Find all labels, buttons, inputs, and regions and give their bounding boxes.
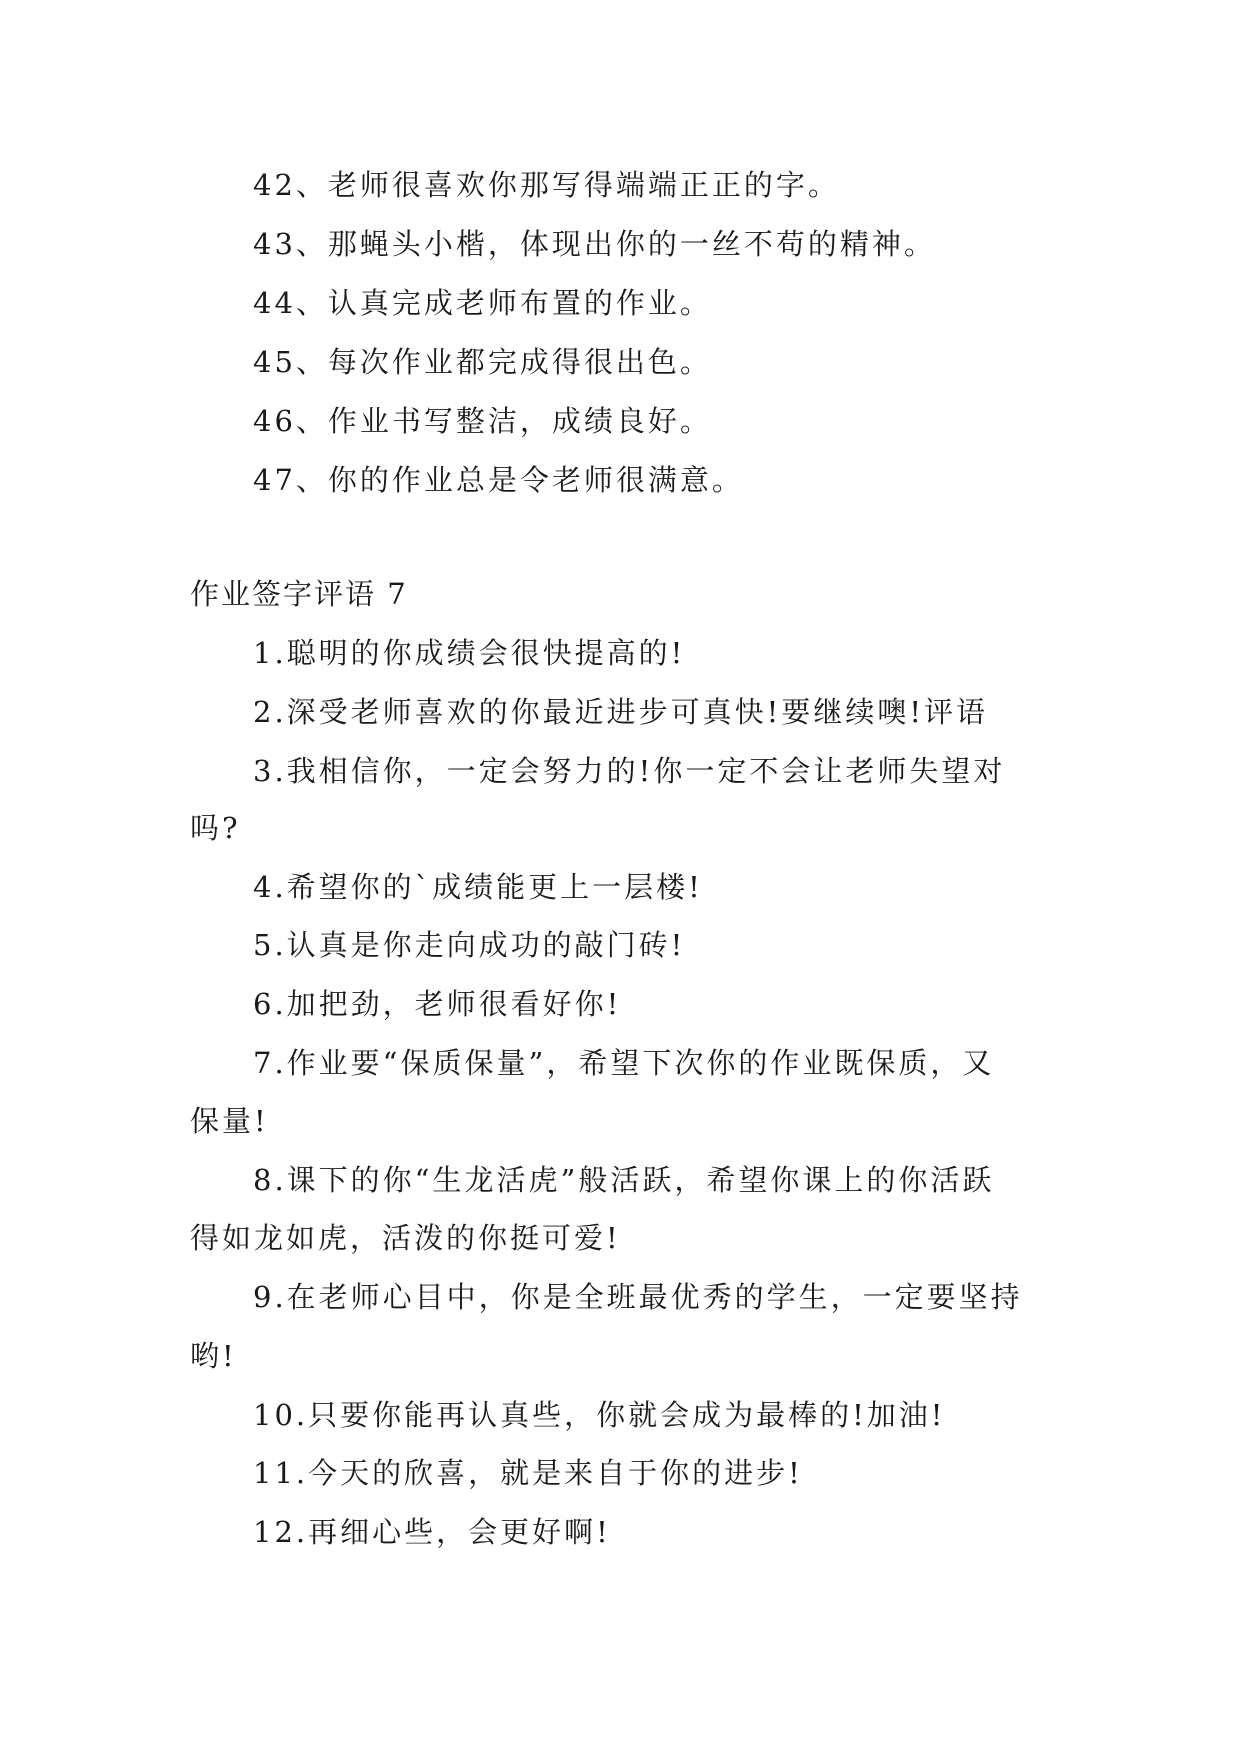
list-item-continuation: 吗? bbox=[190, 811, 241, 845]
list-item: 11.今天的欣喜，就是来自于你的进步! bbox=[253, 1456, 803, 1490]
list-item: 5.认真是你走向成功的敲门砖! bbox=[253, 928, 686, 962]
list-item: 2.深受老师喜欢的你最近进步可真快!要继续噢!评语 bbox=[253, 695, 988, 729]
list-item: 9.在老师心目中，你是全班最优秀的学生，一定要坚持 bbox=[253, 1280, 1023, 1314]
list-item: 3.我相信你，一定会努力的!你一定不会让老师失望对 bbox=[253, 754, 1006, 788]
list-item: 43、那蝇头小楷，体现出你的一丝不苟的精神。 bbox=[253, 227, 936, 261]
list-item: 7.作业要“保质保量”，希望下次你的作业既保质，又 bbox=[253, 1046, 995, 1080]
section-title: 作业签字评语 7 bbox=[190, 577, 408, 611]
list-item: 6.加把劲，老师很看好你! bbox=[253, 987, 622, 1021]
list-item-continuation: 保量! bbox=[190, 1104, 269, 1138]
list-item: 12.再细心些，会更好啊! bbox=[253, 1515, 611, 1549]
list-item: 4.希望你的`成绩能更上一层楼! bbox=[253, 870, 703, 904]
list-item: 47、你的作业总是令老师很满意。 bbox=[253, 463, 744, 497]
list-item-continuation: 得如龙如虎，活泼的你挺可爱! bbox=[190, 1221, 621, 1255]
list-item: 44、认真完成老师布置的作业。 bbox=[253, 286, 712, 320]
list-item-continuation: 哟! bbox=[190, 1339, 237, 1373]
list-item: 10.只要你能再认真些，你就会成为最棒的!加油! bbox=[253, 1398, 946, 1432]
list-item: 42、老师很喜欢你那写得端端正正的字。 bbox=[253, 168, 840, 202]
list-item: 46、作业书写整洁，成绩良好。 bbox=[253, 404, 712, 438]
list-item: 1.聪明的你成绩会很快提高的! bbox=[253, 636, 686, 670]
list-item: 8.课下的你“生龙活虎”般活跃，希望你课上的你活跃 bbox=[253, 1163, 995, 1197]
list-item: 45、每次作业都完成得很出色。 bbox=[253, 345, 712, 379]
